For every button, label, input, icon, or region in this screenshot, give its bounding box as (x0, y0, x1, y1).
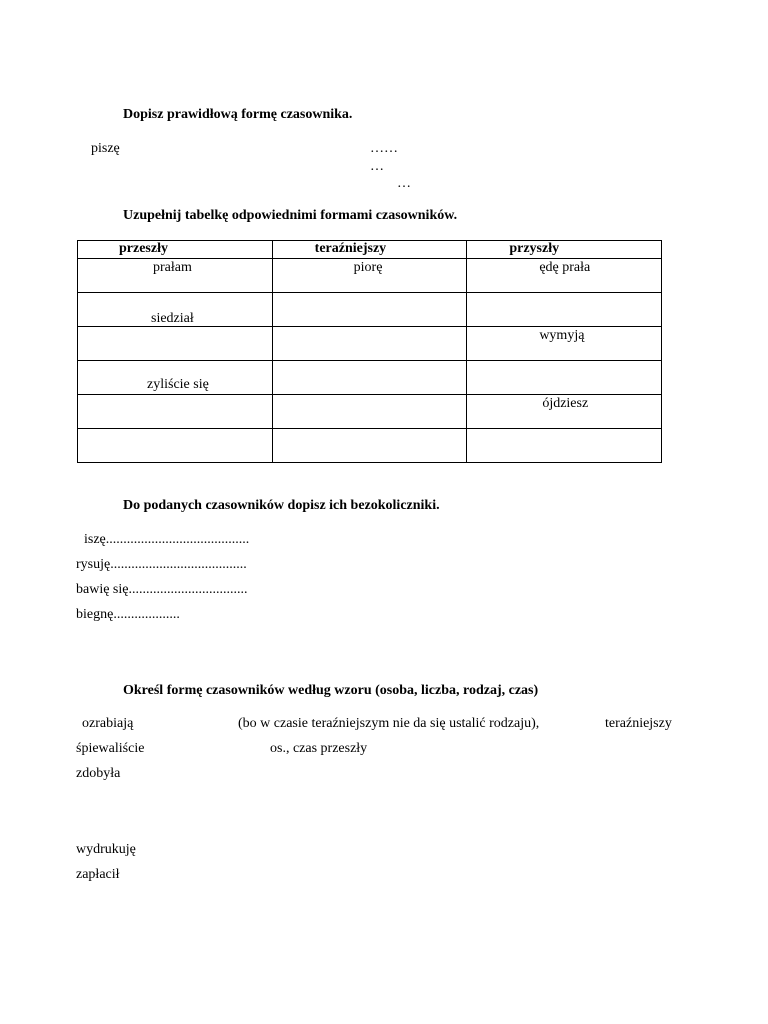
section4-heading: Określ formę czasowników według wzoru (osoba, liczba, rodzaj, czas) (123, 683, 539, 698)
table-cell: siedział (78, 293, 273, 327)
table-cell (467, 429, 662, 463)
header-cell-present: teraźniejszy (272, 241, 467, 259)
answer-dots: … (370, 159, 384, 174)
table-row (78, 395, 662, 429)
table-row (78, 327, 662, 361)
table-row (78, 429, 662, 463)
table-cell (467, 361, 662, 395)
example-verb: ozrabiają (82, 716, 134, 731)
infinitive-item: rysuję....................................... (76, 557, 247, 572)
table-cell (272, 429, 467, 463)
table-cell (272, 327, 467, 361)
table-cell (467, 293, 662, 327)
verb-item: zapłacił (76, 867, 120, 882)
table-cell: wymyją (467, 327, 662, 361)
infinitive-item: bawię się.................................. (76, 582, 248, 597)
verb-word: piszę (91, 141, 120, 156)
table-cell: ójdziesz (467, 395, 662, 429)
answer-dots: … (397, 176, 411, 191)
table-cell (272, 361, 467, 395)
example-note: (bo w czasie teraźniejszym nie da się ustalić rodzaju), (238, 716, 540, 731)
verb-item: zdobyła (76, 766, 121, 781)
table-cell: zyliście się (78, 361, 273, 395)
answer-dots: …… (370, 141, 398, 156)
table-cell (78, 327, 273, 361)
infinitive-item: iszę......................................... (84, 532, 250, 547)
table-cell: piorę (272, 259, 467, 293)
section1-heading: Dopisz prawidłową formę czasownika. (123, 107, 353, 122)
table-header-row (78, 241, 662, 259)
table-cell: prałam (78, 259, 273, 293)
verb-item: wydrukuję (76, 842, 136, 857)
table-cell (78, 429, 273, 463)
header-cell-future: przyszły (467, 241, 662, 259)
infinitive-item: biegnę................... (76, 607, 180, 622)
example-verb: śpiewaliście (76, 741, 145, 756)
table-row (78, 361, 662, 395)
table-row (78, 259, 662, 293)
table-cell (272, 395, 467, 429)
section3-heading: Do podanych czasowników dopisz ich bezokoliczniki. (123, 498, 440, 513)
table-cell: ędę prała (467, 259, 662, 293)
table-cell (78, 395, 273, 429)
example-tense: teraźniejszy (605, 716, 672, 731)
header-cell-past: przeszły (78, 241, 273, 259)
table-cell (272, 293, 467, 327)
table-row (78, 293, 662, 327)
section2-heading: Uzupełnij tabelkę odpowiednimi formami czasowników. (123, 208, 458, 223)
verb-forms-table (77, 240, 662, 463)
example-note: os., czas przeszły (270, 741, 368, 756)
